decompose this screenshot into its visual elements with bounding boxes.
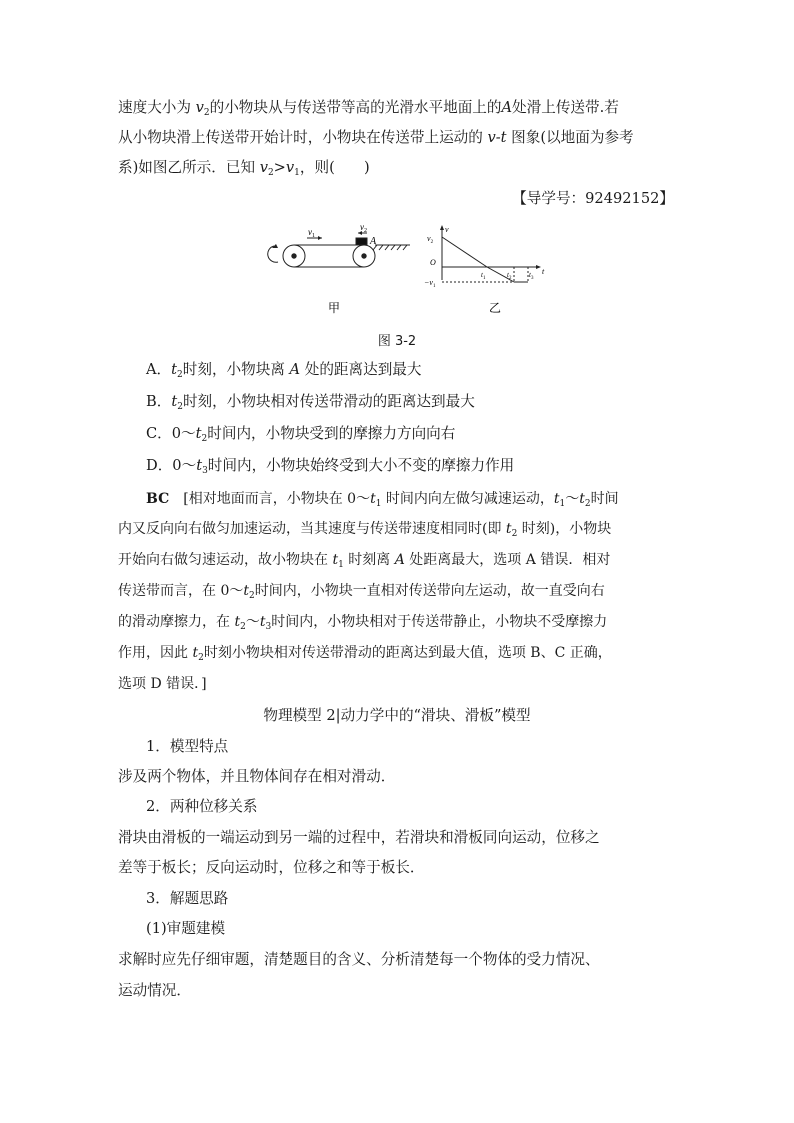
vt-graph <box>440 225 541 282</box>
answer-line-2: 内又反向向右做匀加速运动，当其速度与传送带速度相同时(即 $t_2$ 时刻)，小物块 <box>118 521 612 539</box>
label-v1: $v_1$ <box>308 227 315 239</box>
graph-label-minus-v1: $-v_1$ <box>424 278 436 289</box>
answer-line-1: BC [相对地面而言，小物块在 $0\sim t_1$ 时间内向左做匀减速运动，$t_1\sim t_2$时间 <box>146 491 619 509</box>
heading-3: 3．解题思路 <box>146 890 229 907</box>
graph-label-t2: $t_2$ <box>507 271 512 281</box>
heading-3-sub: (1)审题建模 <box>146 920 226 937</box>
block <box>356 238 367 245</box>
option-b: B．$t_2$时刻，小物块相对传送带滑动的距离达到最大 <box>146 393 475 412</box>
figure-svg <box>264 222 564 322</box>
conveyor-diagram <box>268 231 410 267</box>
label-A: A <box>370 236 377 247</box>
answer-key: BC <box>146 491 170 507</box>
v-axis-arrowhead-icon <box>440 225 444 230</box>
figure-3-2 <box>264 222 564 322</box>
sub-label-left: 甲 <box>328 301 341 315</box>
graph-label-v: v <box>445 225 449 234</box>
answer-line-5: 的滑动摩擦力，在 $t_2\sim t_3$时间内，小物块相对于传送带静止，小物块不受摩擦力 <box>118 614 608 632</box>
answer-line-6: 作用，因此 $t_2$时刻小物块相对传送带滑动的距离达到最大值，选项 B、C 正确， <box>118 645 612 663</box>
option-c: C．$0\sim t_2$时间内，小物块受到的摩擦力方向向右 <box>146 425 456 444</box>
rotation-arrow-icon <box>268 246 278 262</box>
ground-hatching <box>373 245 407 250</box>
graph-label-t1: $t_1$ <box>481 271 486 281</box>
graph-label-O: O <box>430 258 436 267</box>
graph-line-1 <box>442 237 487 267</box>
heading-2: 2．两种位移关系 <box>146 798 258 815</box>
paragraph-3-line-2: 运动情况． <box>118 982 191 999</box>
pulley-left-axle <box>292 254 296 258</box>
pulley-right-axle <box>362 254 366 258</box>
paragraph-2-line-2: 差等于板长；反向运动时，位移之和等于板长． <box>118 859 425 876</box>
answer-line-3: 开始向右做匀速运动，故小物块在 $t_1$ 时刻离 A 处距离最大，选项 A 错误．相对 <box>118 552 611 570</box>
problem-line-2: 从小物块滑上传送带开始计时，小物块在传送带上运动的 v-t 图象(以地面为参考 <box>118 129 634 146</box>
problem-line-1: 速度大小为 $v_2$的小物块从与传送带等高的光滑水平地面上的A处滑上传送带.若 <box>118 99 619 118</box>
label-v2: $v_2$ <box>360 222 367 234</box>
v1-arrowhead-icon <box>318 236 322 240</box>
graph-label-t3: $t_3$ <box>529 271 534 281</box>
option-a: A．$t_2$时刻，小物块离 A 处的距离达到最大 <box>146 361 422 380</box>
graph-label-t: t <box>542 267 545 276</box>
heading-1: 1．模型特点 <box>146 738 229 755</box>
answer-line-4: 传送带而言，在 $0\sim t_2$时间内，小物块一直相对传送带向左运动，故一直受向右 <box>118 583 605 601</box>
figure-caption: 图 3-2 <box>377 334 417 349</box>
graph-label-v2: $v_2$ <box>427 234 434 245</box>
sub-label-right: 乙 <box>489 301 502 315</box>
option-d: D．$0\sim t_3$时间内，小物块始终受到大小不变的摩擦力作用 <box>146 457 515 476</box>
section-title: 物理模型 2|动力学中的“滑块、滑板”模型 <box>263 707 531 724</box>
problem-line-3: 系)如图乙所示．已知 $v_2>v_1$，则( ) <box>118 159 370 178</box>
paragraph-2-line-1: 滑块由滑板的一端运动到另一端的过程中，若滑块和滑板同向运动，位移之 <box>118 829 600 846</box>
answer-line-7: 选项 D 错误．] <box>118 676 207 692</box>
guide-number: 【导学号：92492152】 <box>512 190 674 207</box>
t-axis-arrowhead-icon <box>536 265 541 269</box>
paragraph-1: 涉及两个物体，并且物体间存在相对滑动． <box>118 768 396 785</box>
paragraph-3-line-1: 求解时应先仔细审题，清楚题目的含义、分析清楚每一个物体的受力情况、 <box>118 951 600 968</box>
